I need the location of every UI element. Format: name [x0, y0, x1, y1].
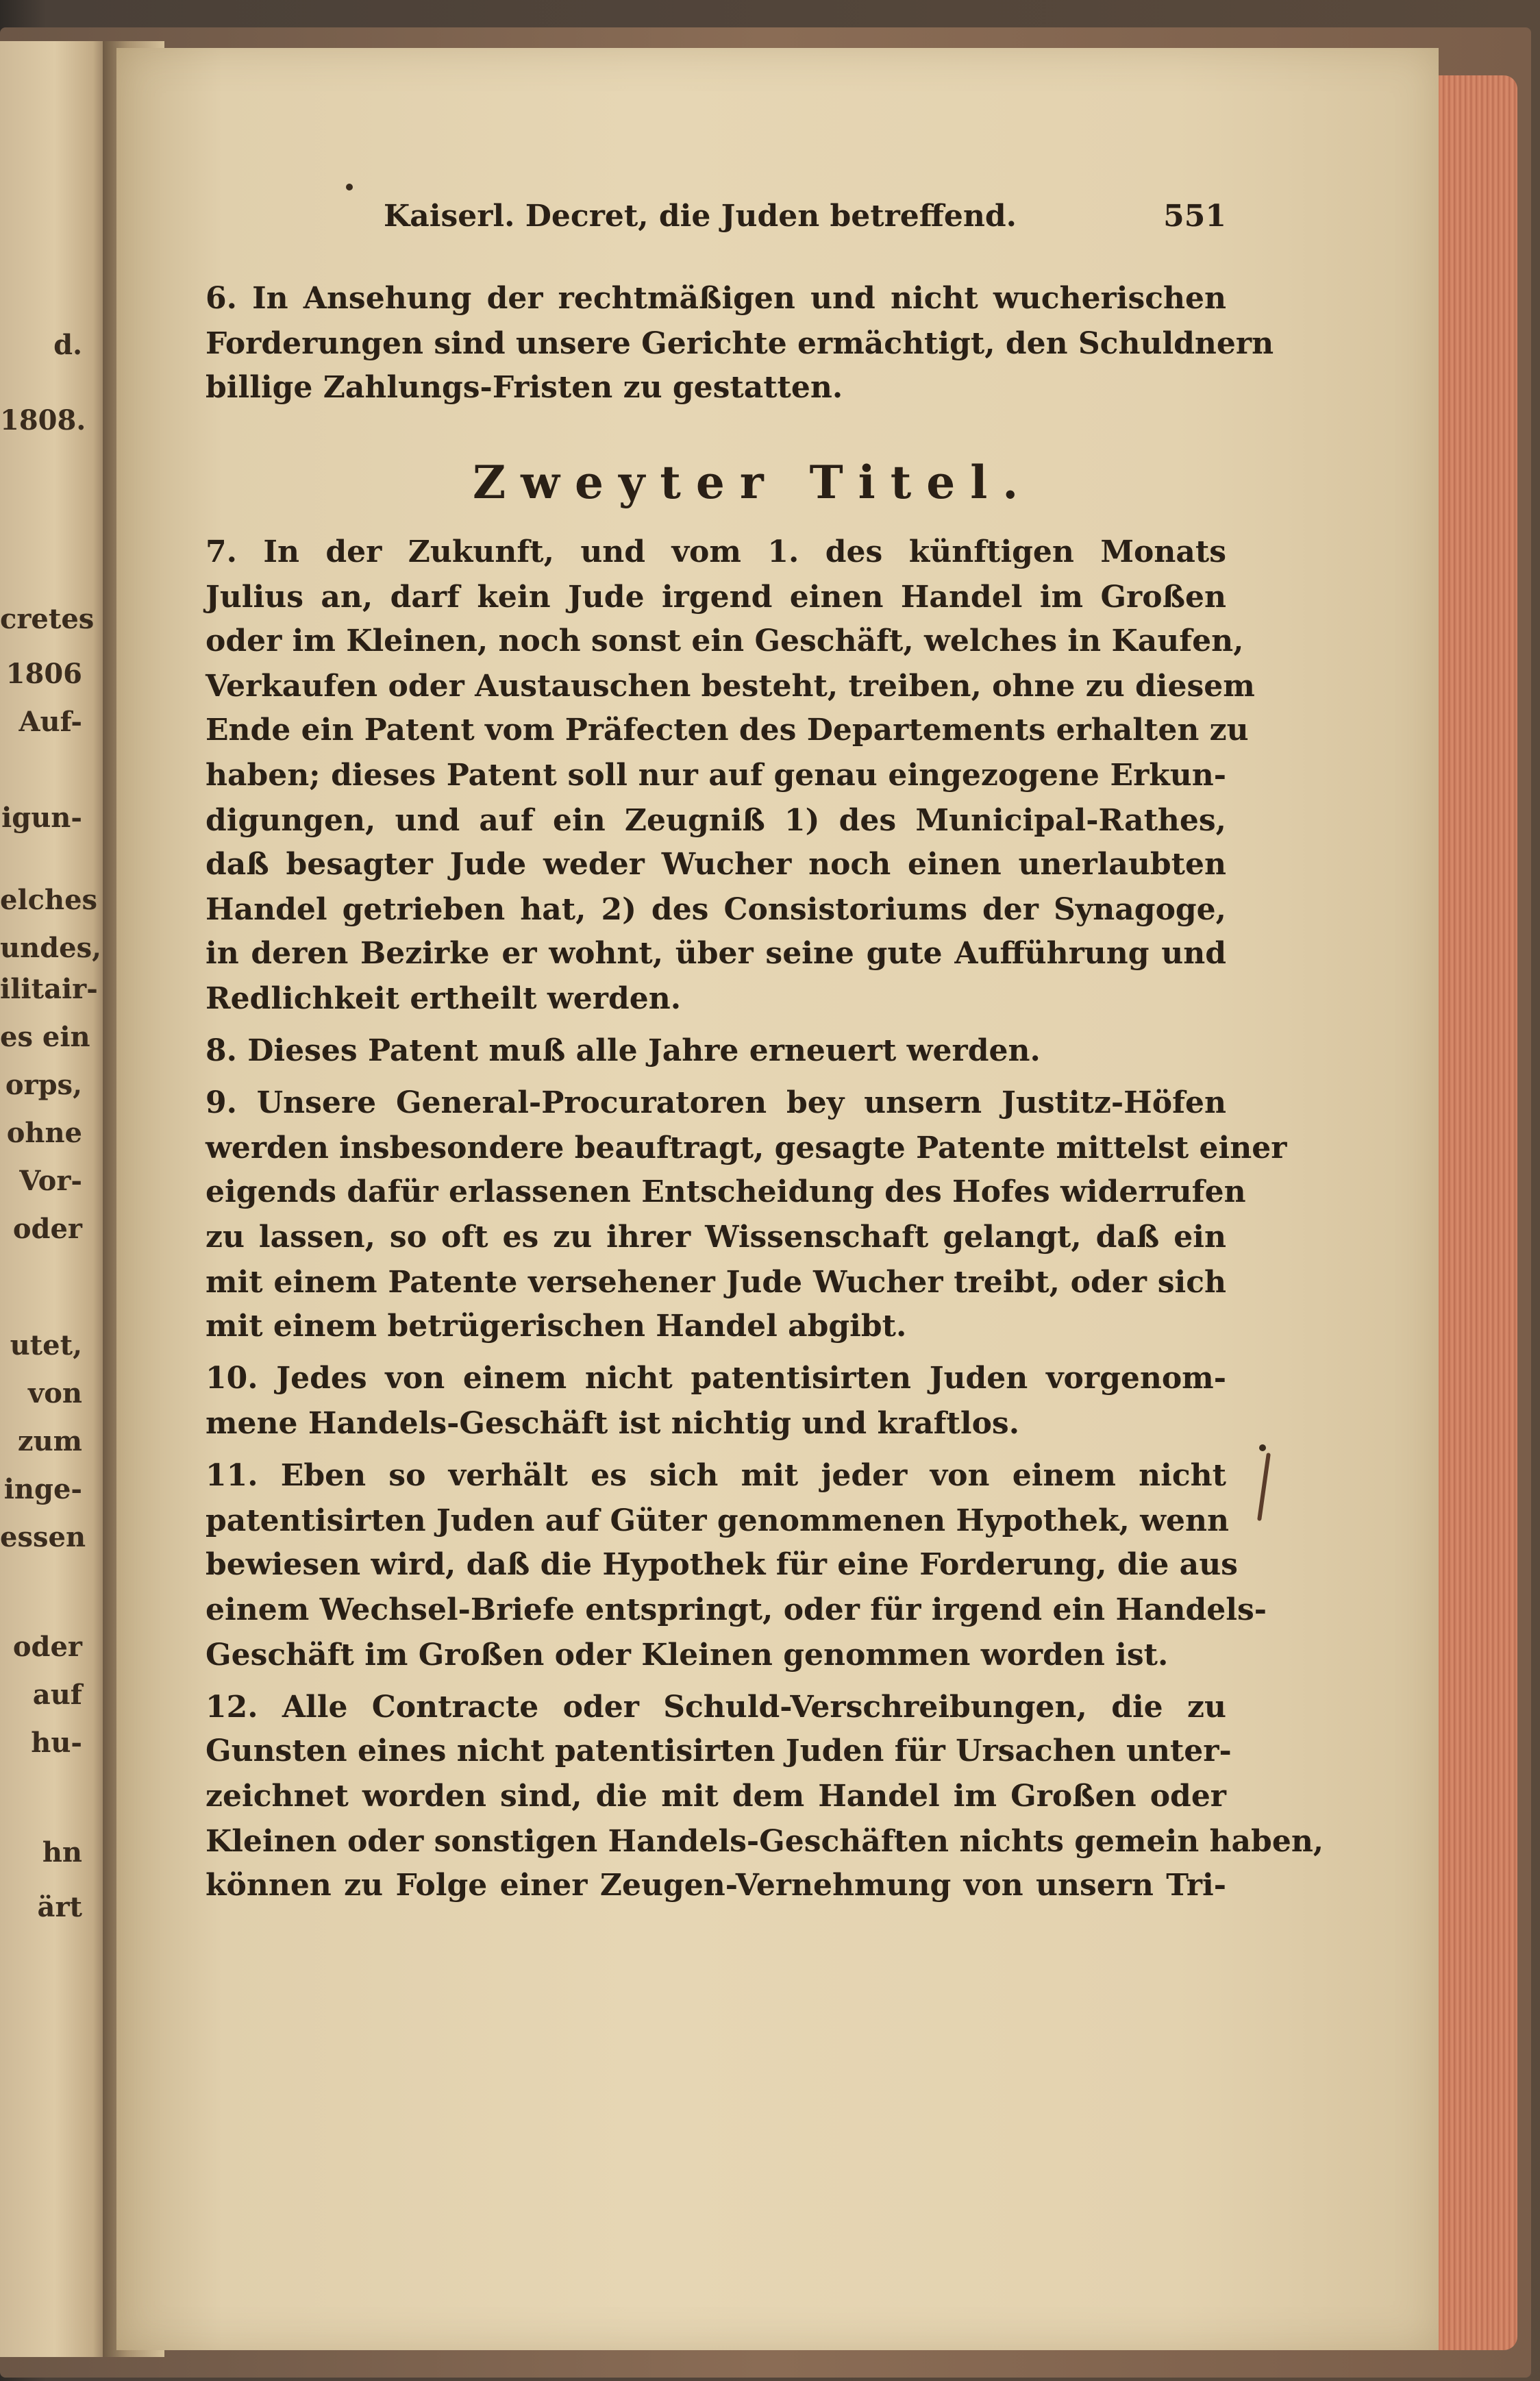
text-line: zeichnet worden sind, die mit dem Handel im Großen oder	[206, 1779, 1226, 1814]
previous-page-text-fragment: cretes	[0, 603, 95, 635]
text-line: Gunsten eines nicht patentisirten Juden für Ursachen unter-	[206, 1734, 1232, 1768]
running-header	[384, 199, 1226, 240]
margin-dot	[346, 184, 353, 190]
margin-dot	[1259, 1444, 1266, 1451]
text-line: bewiesen wird, daß die Hypothek für eine Forderung, die aus	[206, 1547, 1238, 1582]
section-heading: Zweyter Titel.	[473, 456, 1034, 509]
text-line: Verkaufen oder Austauschen besteht, treiben, ohne zu diesem	[206, 669, 1255, 704]
text-line: in deren Bezirke er wohnt, über seine gute Aufführung und	[206, 936, 1226, 971]
text-line: 9. Unsere General-Procuratoren bey unsern Justitz-Höfen	[206, 1085, 1226, 1120]
previous-page-text-fragment: undes,	[0, 932, 102, 964]
text-line: zu lassen, so oft es zu ihrer Wissenschaft gelangt, daß ein	[206, 1220, 1226, 1255]
previous-page-text-fragment: zum	[17, 1425, 82, 1457]
previous-page-text-fragment: essen	[0, 1521, 86, 1553]
text-line: Ende ein Patent vom Präfecten des Departements erhalten zu	[206, 713, 1249, 748]
red-page-edges	[1439, 75, 1517, 2350]
previous-page-text-fragment: Auf-	[18, 706, 82, 738]
previous-page-text-fragment: 1808.	[0, 404, 86, 436]
text-line: 6. In Ansehung der rechtmäßigen und nicht wucherischen	[206, 281, 1226, 316]
previous-page-text-fragment: utet,	[10, 1329, 82, 1361]
previous-page-text-fragment: ärt	[37, 1891, 82, 1923]
text-line: 8. Dieses Patent muß alle Jahre erneuert werden.	[206, 1033, 1041, 1068]
text-line: Julius an, darf kein Jude irgend einen Handel im Großen	[206, 580, 1226, 615]
text-line: werden insbesondere beauftragt, gesagte Patente mittelst einer	[206, 1131, 1287, 1165]
text-line: können zu Folge einer Zeugen-Vernehmung von unsern Tri-	[206, 1868, 1226, 1903]
previous-page-text-fragment: oder	[12, 1631, 82, 1663]
previous-page-text-fragment: von	[27, 1377, 82, 1409]
text-line: 12. Alle Contracte oder Schuld-Verschreibungen, die zu	[206, 1690, 1226, 1725]
previous-page-text-fragment: d.	[53, 329, 82, 361]
running-title: Kaiserl. Decret, die Juden betreffend.	[384, 199, 1017, 234]
previous-page-text-fragment: hu-	[31, 1727, 82, 1759]
previous-page-text-fragment: ohne	[6, 1117, 82, 1149]
previous-page-text-fragment: igun-	[1, 802, 82, 834]
previous-page-text-fragment: inge-	[3, 1473, 82, 1505]
text-line: daß besagter Jude weder Wucher noch einen unerlaubten	[206, 847, 1226, 882]
previous-page-text-fragment: oder	[12, 1213, 82, 1245]
text-line: 10. Jedes von einem nicht patentisirten Juden vorgenom-	[206, 1361, 1226, 1396]
text-line: mene Handels-Geschäft ist nichtig und kraftlos.	[206, 1406, 1020, 1441]
previous-page-edge	[0, 41, 110, 2357]
text-line: haben; dieses Patent soll nur auf genau eingezogene Erkun-	[206, 758, 1226, 793]
previous-page-text-fragment: Vor-	[19, 1165, 82, 1197]
text-line: mit einem Patente versehener Jude Wucher treibt, oder sich	[206, 1265, 1226, 1300]
text-line: digungen, und auf ein Zeugniß 1) des Municipal-Rathes,	[206, 803, 1226, 838]
text-line: mit einem betrügerischen Handel abgibt.	[206, 1309, 907, 1344]
previous-page-text-fragment: 1806	[5, 658, 82, 690]
previous-page-text-fragment: orps,	[5, 1069, 82, 1101]
text-line: Handel getrieben hat, 2) des Consistoriums der Synagoge,	[206, 892, 1226, 927]
text-line: einem Wechsel-Briefe entspringt, oder für irgend ein Handels-	[206, 1592, 1267, 1627]
text-line: oder im Kleinen, noch sonst ein Geschäft, welches in Kaufen,	[206, 624, 1244, 658]
text-line: 7. In der Zukunft, und vom 1. des künftigen Monats	[206, 534, 1226, 569]
previous-page-text-fragment: auf	[32, 1679, 82, 1711]
text-line: Geschäft im Großen oder Kleinen genommen worden ist.	[206, 1638, 1169, 1673]
text-line: eigends dafür erlassenen Entscheidung des Hofes widerrufen	[206, 1174, 1246, 1209]
page-number: 551	[1163, 199, 1226, 234]
text-line: Forderungen sind unsere Gerichte ermächtigt, den Schuldnern	[206, 326, 1274, 361]
text-line: billige Zahlungs-Fristen zu gestatten.	[206, 370, 843, 405]
previous-page-text-fragment: es ein	[0, 1021, 90, 1053]
previous-page-text-fragment: elches	[0, 884, 98, 916]
previous-page-text-fragment: ilitair-	[0, 973, 98, 1005]
text-line: 11. Eben so verhält es sich mit jeder von einem nicht	[206, 1458, 1226, 1493]
text-line: Kleinen oder sonstigen Handels-Geschäften nichts gemein haben,	[206, 1824, 1324, 1859]
previous-page-text-fragment: hn	[42, 1836, 82, 1868]
text-line: patentisirten Juden auf Güter genommenen Hypothek, wenn	[206, 1503, 1229, 1538]
text-line: Redlichkeit ertheilt werden.	[206, 981, 682, 1016]
